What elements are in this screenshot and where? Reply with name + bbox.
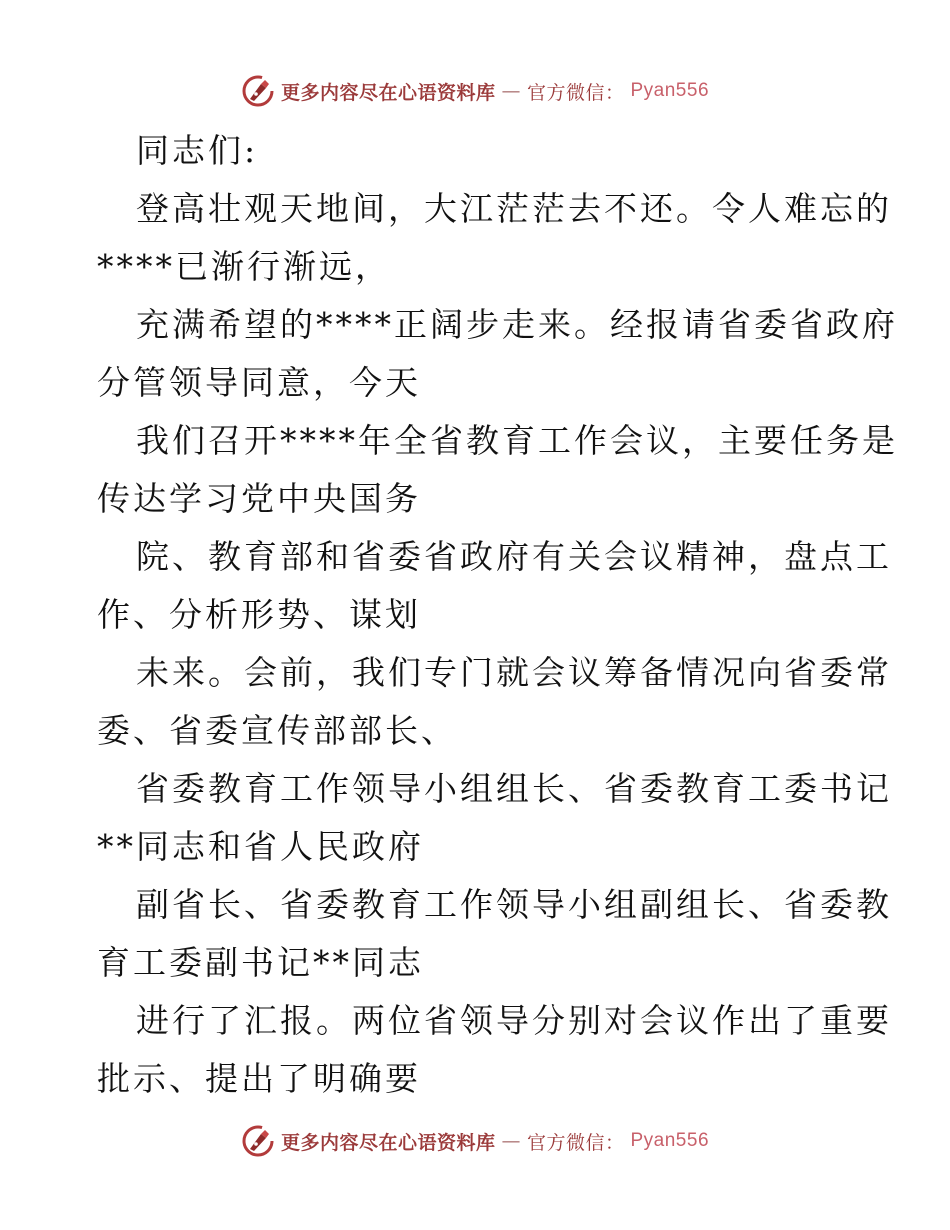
- document-body: [97, 122, 898, 1108]
- header-banner: [0, 71, 950, 111]
- banner-wechat-id: Pyan556: [630, 1130, 710, 1151]
- banner-wechat-label: 官方微信：: [526, 1131, 625, 1154]
- banner-site-name: 更多内容尽在心语资料库: [280, 1131, 496, 1154]
- paragraph-line: 分管领导同意，今天: [97, 363, 421, 402]
- banner-site-name: 更多内容尽在心语资料库: [280, 81, 496, 104]
- paragraph-line: 登高壮观天地间，大江茫茫去不还。令人难忘的: [136, 189, 892, 228]
- footer-banner: [0, 1121, 950, 1161]
- paragraph-line: 省委教育工作领导小组组长、省委教育工委书记: [136, 769, 892, 808]
- banner-separator: —: [501, 1130, 521, 1152]
- banner-separator: —: [501, 80, 521, 102]
- pen-nib-logo-icon: [241, 74, 275, 108]
- paragraph-line: 批示、提出了明确要: [97, 1059, 421, 1098]
- paragraph-line: 我们召开****年全省教育工作会议，主要任务是: [136, 421, 898, 460]
- banner-wechat-id: Pyan556: [630, 80, 710, 101]
- paragraph-line: 进行了汇报。两位省领导分别对会议作出了重要: [136, 1001, 892, 1040]
- paragraph-line: 充满希望的****正阔步走来。经报请省委省政府: [136, 305, 898, 344]
- banner-wechat-label: 官方微信：: [526, 81, 625, 104]
- salutation-line: 同志们:: [136, 131, 259, 170]
- paragraph-line: 副省长、省委教育工作领导小组副组长、省委教: [136, 885, 892, 924]
- paragraph-line: 育工委副书记**同志: [97, 943, 424, 982]
- paragraph-line: 未来。会前，我们专门就会议筹备情况向省委常: [136, 653, 892, 692]
- paragraph-line: 院、教育部和省委省政府有关会议精神，盘点工: [136, 537, 892, 576]
- paragraph-line: 委、省委宣传部部长、: [97, 711, 457, 750]
- pen-nib-logo-icon: [241, 1124, 275, 1158]
- paragraph-line: 传达学习党中央国务: [97, 479, 421, 518]
- paragraph-line: ****已渐行渐远，: [97, 247, 391, 286]
- paragraph-line: 作、分析形势、谋划: [97, 595, 421, 634]
- paragraph-line: **同志和省人民政府: [97, 827, 424, 866]
